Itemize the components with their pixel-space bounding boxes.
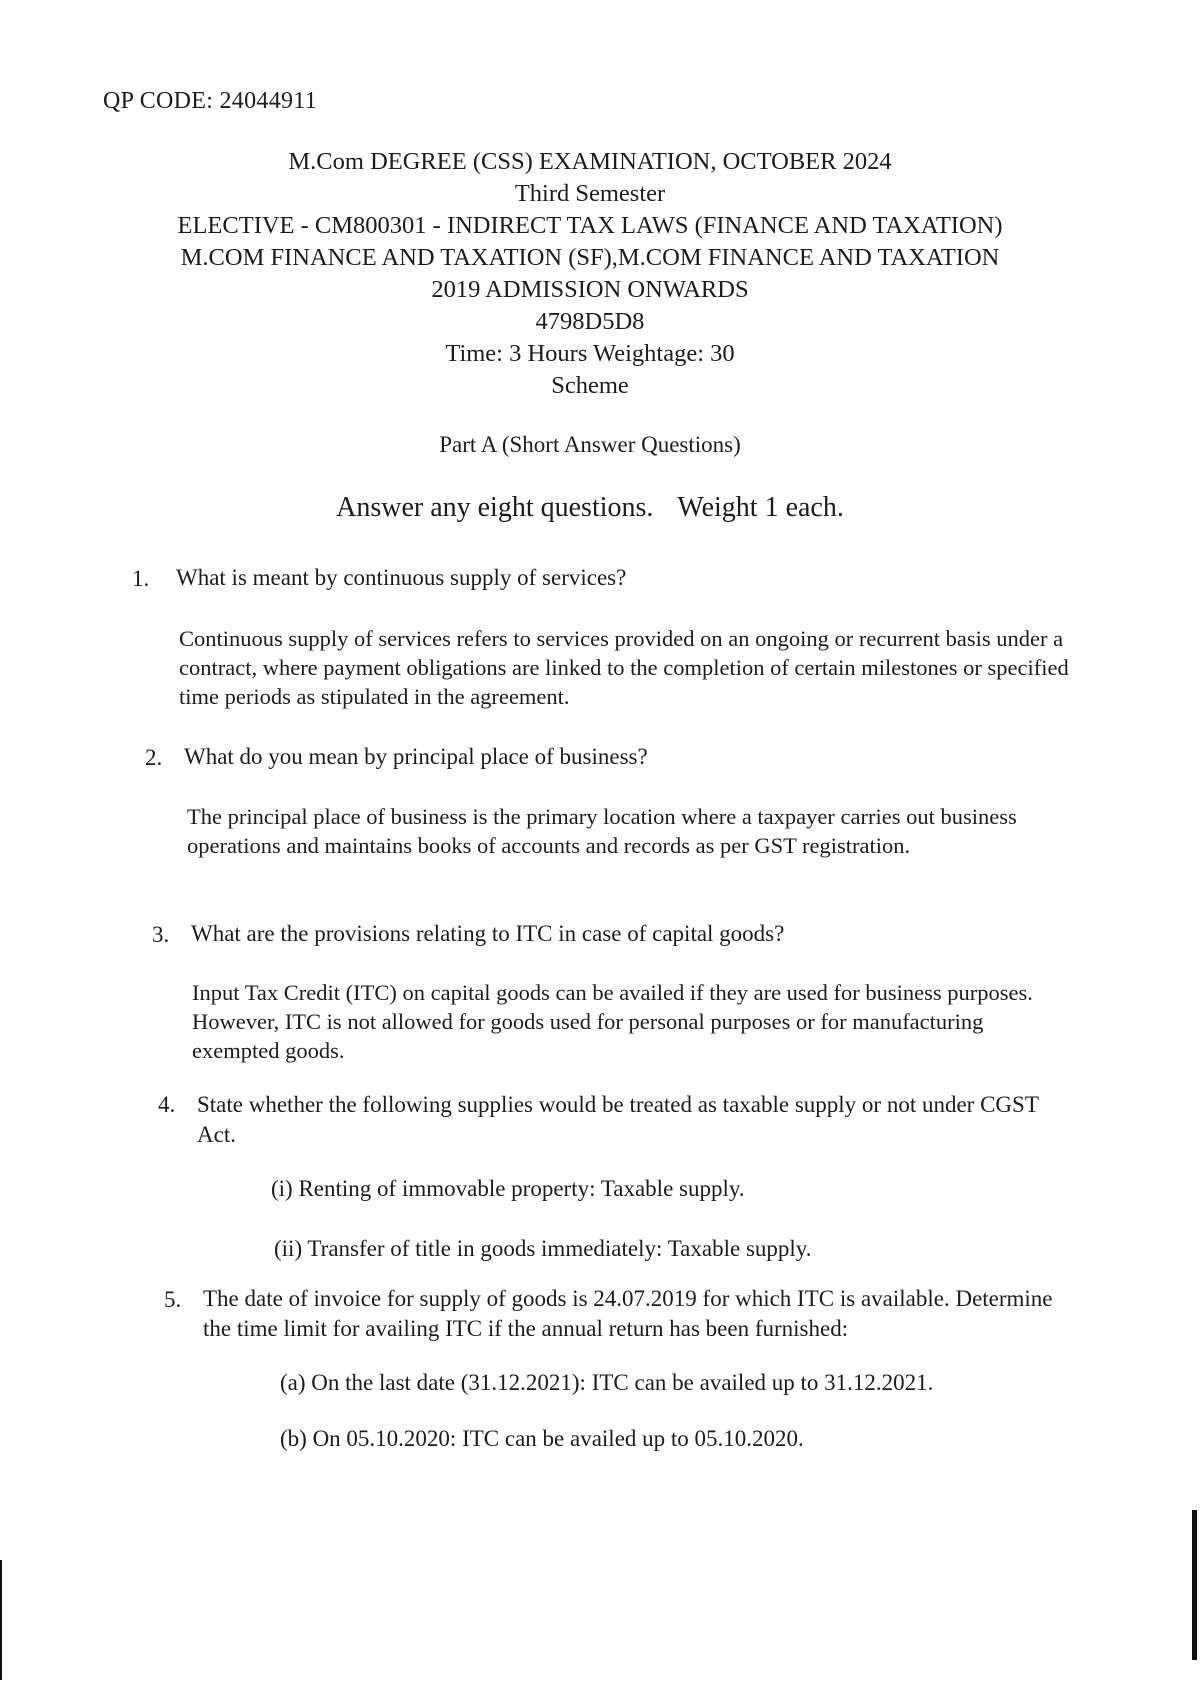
question-number: 1. — [132, 566, 150, 591]
answer-text: Input Tax Credit (ITC) on capital goods can be availed if they are used for business purposes. However, ITC is not allowed for goods used for personal purposes or for manufacturing exempted goods. — [192, 980, 1033, 1063]
sub-answer: (i) Renting of immovable property: Taxable supply. — [271, 1176, 745, 1201]
answer-text: Continuous supply of services refers to services provided on an ongoing or recurrent basis under a contract, where payment obligations are linked to the completion of certain milestones or specified time periods as stipulated in the agreement. — [179, 626, 1069, 709]
question-text: The date of invoice for supply of goods is 24.07.2019 for which ITC is available. Determine the time limit for availing ITC if the annual return has been furnished: — [203, 1286, 1053, 1341]
programme: M.COM FINANCE AND TAXATION (SF),M.COM FINANCE AND TAXATION — [180, 244, 1000, 271]
admission: 2019 ADMISSION ONWARDS — [431, 276, 749, 303]
question-text: What are the provisions relating to ITC in case of capital goods? — [191, 921, 785, 946]
scan-edge-mark — [0, 1560, 2, 1680]
sub-answer: (a) On the last date (31.12.2021): ITC can be availed up to 31.12.2021. — [280, 1370, 934, 1395]
question-number: 4. — [158, 1092, 176, 1117]
instruction-weight: Weight 1 each. — [677, 492, 844, 523]
instruction — [0, 492, 1180, 524]
question-text: What is meant by continuous supply of services? — [176, 565, 627, 590]
semester: Third Semester — [514, 180, 666, 207]
exam-title: M.Com DEGREE (CSS) EXAMINATION, OCTOBER 2024 — [288, 148, 892, 175]
time-weightage: Time: 3 Hours Weightage: 30 — [445, 340, 735, 367]
sub-answer: (b) On 05.10.2020: ITC can be availed up to 05.10.2020. — [280, 1426, 804, 1451]
question-text: What do you mean by principal place of business? — [184, 744, 648, 769]
question-number: 3. — [152, 922, 170, 947]
instruction-answer: Answer any eight questions. — [336, 492, 654, 523]
exam-header — [0, 146, 1180, 402]
scheme-label: Scheme — [551, 372, 629, 399]
course-title: ELECTIVE - CM800301 - INDIRECT TAX LAWS (FINANCE AND TAXATION) — [177, 212, 1003, 239]
question-number: 5. — [164, 1287, 182, 1312]
qp-code: QP CODE: 24044911 — [103, 88, 317, 114]
paper-code: 4798D5D8 — [535, 308, 645, 335]
sub-answer: (ii) Transfer of title in goods immediately: Taxable supply. — [274, 1236, 812, 1261]
question-number: 2. — [145, 745, 163, 770]
question-text: State whether the following supplies would be treated as taxable supply or not under CGST Act. — [197, 1092, 1039, 1147]
scan-edge-mark — [1192, 1510, 1197, 1660]
answer-text: The principal place of business is the primary location where a taxpayer carries out business operations and maintains books of accounts and records as per GST registration. — [187, 804, 1017, 858]
part-a-heading: Part A (Short Answer Questions) — [439, 432, 741, 457]
